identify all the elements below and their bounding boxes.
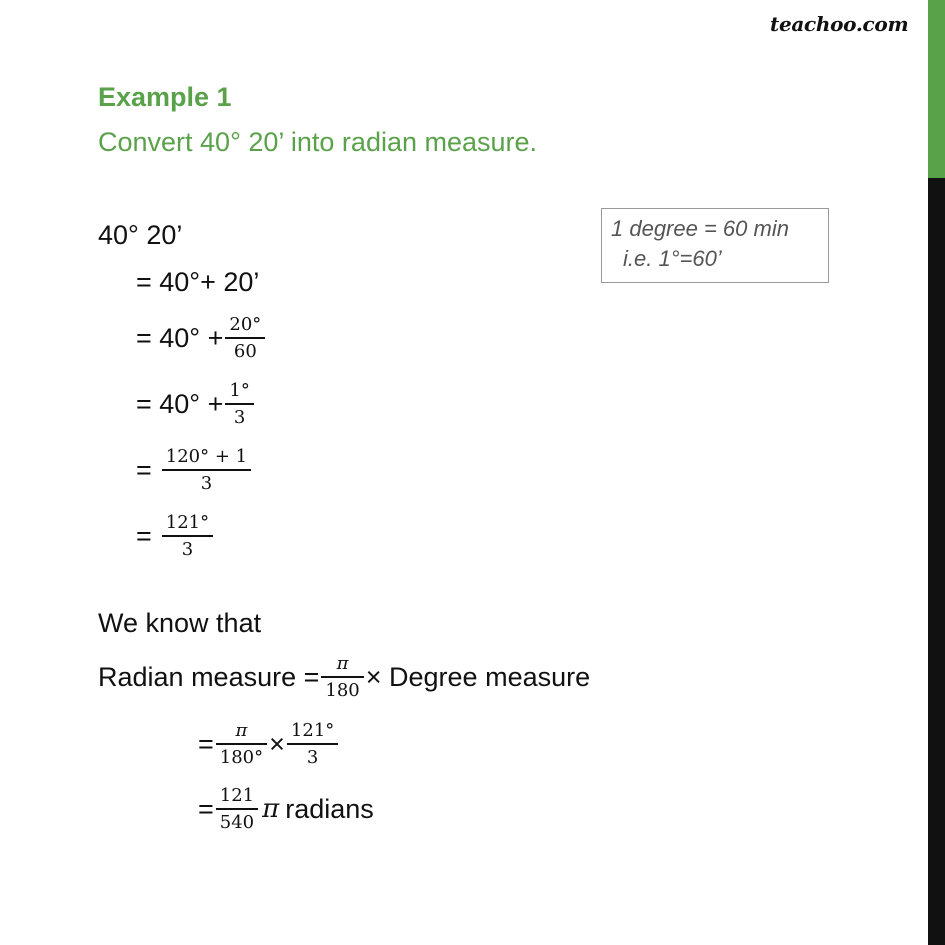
step-4-fraction bbox=[164, 446, 249, 494]
formula-row bbox=[98, 653, 590, 701]
step-5-fraction bbox=[164, 512, 211, 560]
substitution-fraction-1-denominator: 180° bbox=[216, 743, 267, 768]
step-4-numerator: 120° + 1 bbox=[165, 446, 248, 467]
result-numerator: 121 bbox=[219, 785, 255, 806]
step-3-fraction bbox=[227, 380, 251, 428]
result-row bbox=[198, 785, 374, 833]
formula-fraction bbox=[323, 653, 361, 701]
step-5-prefix: = bbox=[136, 520, 152, 551]
step-3-prefix: = 40° + bbox=[136, 388, 224, 419]
result-equals: = bbox=[198, 793, 214, 824]
formula-suffix: × Degree measure bbox=[365, 661, 591, 692]
formula-label: Radian measure = bbox=[98, 661, 320, 692]
step-5 bbox=[136, 512, 215, 560]
step-1 bbox=[136, 267, 259, 298]
substitution-equals: = bbox=[198, 728, 214, 759]
step-1-text: = 40°+ 20’ bbox=[136, 267, 260, 297]
we-know-that bbox=[98, 608, 261, 639]
step-0 bbox=[98, 220, 182, 251]
step-4-prefix: = bbox=[136, 454, 152, 485]
note-line-2: i.e. 1°=60’ bbox=[623, 246, 722, 271]
formula-denominator: 180 bbox=[321, 676, 363, 701]
result-denominator: 540 bbox=[216, 808, 258, 833]
step-2-denominator: 60 bbox=[225, 337, 265, 362]
step-2-numerator: 20° bbox=[229, 314, 262, 335]
step-2-prefix: = 40° + bbox=[136, 322, 224, 353]
substitution-fraction-2-numerator: 121° bbox=[290, 720, 335, 741]
step-5-denominator: 3 bbox=[162, 535, 213, 560]
step-4-denominator: 3 bbox=[162, 469, 251, 494]
we-know-that-text: We know that bbox=[98, 608, 262, 638]
note-box bbox=[601, 208, 829, 283]
teachoo-logo: teachoo.com bbox=[770, 12, 909, 36]
step-5-numerator: 121° bbox=[165, 512, 210, 533]
step-4 bbox=[136, 446, 253, 494]
step-3 bbox=[136, 380, 256, 428]
scrollbar-thumb[interactable] bbox=[928, 0, 945, 178]
question-text: Convert 40° 20’ into radian measure. bbox=[98, 127, 538, 157]
result-unit: radians bbox=[285, 793, 374, 824]
substitution-row bbox=[198, 720, 340, 768]
result-fraction bbox=[218, 785, 256, 833]
step-0-text: 40° 20’ bbox=[98, 220, 183, 250]
substitution-fraction-1 bbox=[218, 720, 265, 768]
scrollbar[interactable] bbox=[928, 0, 945, 945]
substitution-fraction-2 bbox=[289, 720, 336, 768]
step-3-denominator: 3 bbox=[225, 403, 253, 428]
step-3-numerator: 1° bbox=[229, 380, 250, 401]
note-line-1: 1 degree = 60 min bbox=[611, 216, 789, 241]
step-2-fraction bbox=[227, 314, 263, 362]
result-pi: π bbox=[262, 794, 280, 824]
example-title: Example 1 bbox=[98, 82, 232, 112]
formula-numerator: π bbox=[336, 653, 349, 674]
substitution-fraction-2-denominator: 3 bbox=[287, 743, 338, 768]
times-sign: × bbox=[269, 728, 285, 759]
step-2 bbox=[136, 314, 267, 362]
substitution-fraction-1-numerator: π bbox=[235, 720, 248, 741]
